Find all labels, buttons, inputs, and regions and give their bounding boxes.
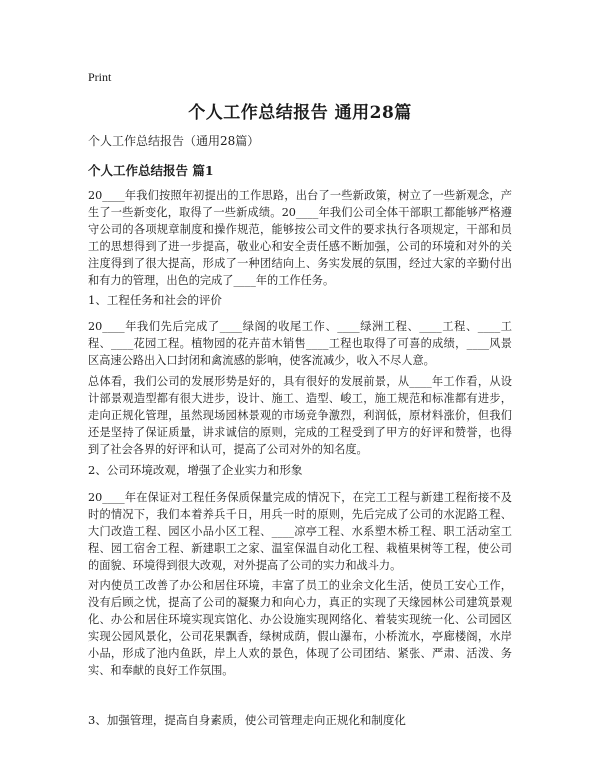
subheading-1: 1、工程任务和社会的评价 (88, 293, 222, 307)
paragraph-5: 对内使员工改善了办公和居住环境，丰富了员工的业余文化生活，使员工安心工作，没有后顾之忧，提高了公司的凝聚力和向心力，真正的实现了天缘园林公司建筑景观化、办公和居住环境实现宾馆化、办公设施实现网络化、着装实现统一化、公司园区实现公园风景化，公司花果飘香，绿树成荫，假山瀑布，小桥流水，亭廊楼阁，水岸小品，形成了池内鱼跃，岸上人欢的景色，体现了公司团结、紧张、严肃、活泼、务实、和奉献的良好工作氛围。 (88, 579, 512, 677)
section-heading: 个人工作总结报告 篇1 (88, 163, 214, 178)
paragraph-3: 总体看，我们公司的发展形势是好的，具有很好的发展前景，从____年工作看，从设计部景观造型都有很大进步，设计、施工、造型、峻工，施工规范和标准都有进步，走向正规化管理，虽然现场园林景观的市场竞争激烈，利润低，原材料涨价，但我们还是坚持了保证质量，讲求诚信的原则，完成的工程受到了甲方的好评和赞誉，也得到了社会各界的好评和认可，提高了公司对外的知名度。 (88, 375, 512, 456)
paragraph-1: 20____年我们按照年初提出的工作思路，出台了一些新政策，树立了一些新观念，产生了一些新变化，取得了一些新成绩。20____年我们公司全体干部职工都能够严格遵守公司的各项规章制度和操作规范，能够按公司文件的要求执行各项规定，干部和员工的思想得到了进一步提高，敬业心和安全责任感不断加强，公司的环境和对外的关注度得到了很大提高，形成了一种团结向上、务实发展的氛围，经过大家的辛勤付出和有力的管理，出色的完成了____年的工作任务。 (88, 189, 512, 287)
subheading-3: 3、加强管理，提高自身素质，使公司管理走向正规化和制度化 (88, 713, 406, 727)
document-title: 个人工作总结报告 通用28篇 (188, 103, 412, 123)
paragraph-4: 20____年在保证对工程任务保质保量完成的情况下，在完工工程与新建工程衔接不及时的情况下，我们本着养兵千日，用兵一时的原则，先后完成了公司的水泥路工程、大门改造工程、园区小品小区工程、____凉亭工程、水系塑木桥工程、职工活动室工程、园工宿舍工程、新建职工之家、温室保温自动化工程、栽植果树等工程，使公司的面貌、环境得到很大改观，对外提高了公司的实力和战斗力。 (88, 491, 512, 572)
document-subtitle: 个人工作总结报告（通用28篇） (88, 134, 260, 148)
print-label[interactable]: Print (88, 70, 112, 84)
subheading-2: 2、公司环境改观，增强了企业实力和形象 (88, 463, 303, 477)
paragraph-2: 20____年我们先后完成了____绿阁的收尾工作、____绿洲工程、____工程、____工程、____花园工程。植物园的花卉苗木销售____工程也取得了可喜的成绩，____风景区高速公路出入口封闭和禽流感的影响，使客流减少，收入不尽人意。 (88, 320, 512, 367)
